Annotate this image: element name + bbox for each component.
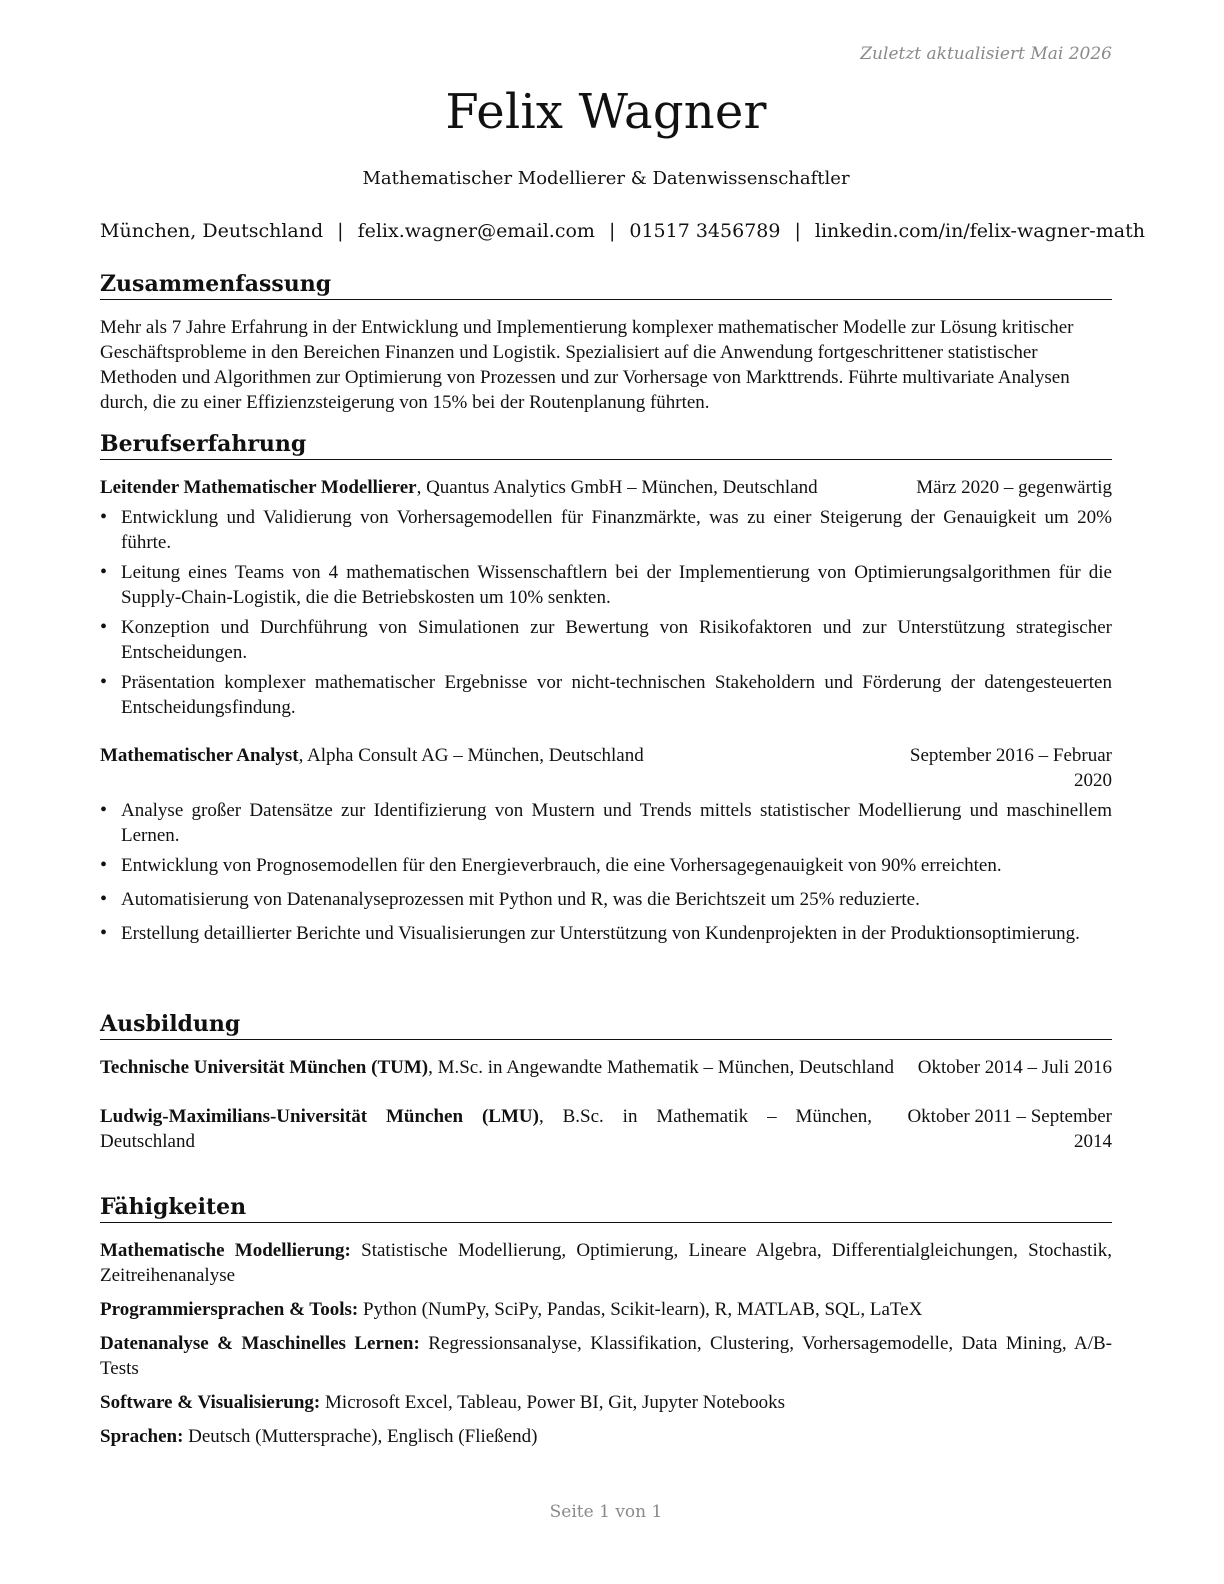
skill-value: Regressionsanalyse, Klassifikation, Clustering, Vorhersagemodelle, Data Mining, A/B-Tests [100,1333,1112,1379]
skills-section [100,1193,1112,1449]
contact-email[interactable]: felix.wagner@email.com [357,220,595,242]
page-number: Seite 1 von 1 [549,1502,663,1522]
job-role: Mathematischer Analyst [100,745,299,766]
job-dates: März 2020 – gegenwärtig [916,477,1112,498]
contact-linkedin[interactable]: linkedin.com/in/felix-wagner-math [814,220,1145,242]
education-degree: , M.Sc. in Angewandte Mathematik – München, Deutschland [428,1057,895,1078]
section-title-summary: Zusammenfassung [100,270,1112,300]
skill-row [100,1390,1112,1415]
job-entry [100,475,1112,720]
job-bullets [100,505,1112,720]
job-title: Mathematischer Modellierer & Datenwissenschaftler [362,168,850,189]
contact-separator: | [337,220,344,242]
job-header [100,475,1112,500]
education-entry [100,1055,1112,1080]
contact-line [100,220,1145,242]
list-item: • Präsentation komplexer mathematischer Ergebnisse vor nicht-technischen Stakeholdern und Förderung der datengesteuerten Entscheidungsfindung. [100,670,1112,720]
skill-label: Mathematische Modellierung: [100,1240,351,1261]
last-updated: Zuletzt aktualisiert Mai 2026 [860,44,1112,64]
job-company: , Quantus Analytics GmbH – München, Deutschland [416,477,818,498]
contact-phone: 01517 3456789 [629,220,781,242]
list-item: • Entwicklung von Prognosemodellen für den Energieverbrauch, die eine Vorhersagegenauigkeit von 90% erreichten. [100,853,1112,878]
education-section [100,1010,1112,1154]
job-dates: September 2016 – Februar 2020 [909,745,1112,791]
skill-value: Microsoft Excel, Tableau, Power BI, Git, Jupyter Notebooks [320,1392,786,1413]
education-dates: Oktober 2011 – September 2014 [907,1106,1112,1152]
list-item: • Entwicklung und Validierung von Vorhersagemodellen für Finanzmärkte, was zu einer Steigerung der Genauigkeit um 20% führte. [100,505,1112,555]
list-item: • Konzeption und Durchführung von Simulationen zur Bewertung von Risikofaktoren und zur Unterstützung strategischer Entscheidungen. [100,615,1112,665]
section-title-experience: Berufserfahrung [100,430,1112,460]
skill-label: Programmiersprachen & Tools: [100,1299,359,1320]
skill-value: Statistische Modellierung, Optimierung, Lineare Algebra, Differentialgleichungen, Stochastik, Zeitreihenanalyse [100,1240,1112,1286]
experience-section [100,430,1112,946]
education-entry [100,1104,1112,1154]
skill-value: Deutsch (Muttersprache), Englisch (Fließend) [183,1426,538,1447]
summary-text: Mehr als 7 Jahre Erfahrung in der Entwicklung und Implementierung komplexer mathematischer Modelle zur Lösung kritischer Geschäftsprobleme in den Bereichen Finanzen und Logistik. Spezialisiert auf die Anwendung fortgeschrittener statistischer Methoden und Algorithmen zur Optimierung von Prozessen und zur Vorhersage von Markttrends. Führte multivariate Analysen durch, die zu einer Effizienzsteigerung von 15% bei der Routenplanung führten. [100,317,1074,413]
skill-row [100,1331,1112,1381]
job-header [100,743,1112,793]
list-item: • Erstellung detaillierter Berichte und Visualisierungen zur Unterstützung von Kundenprojekten in der Produktionsoptimierung. [100,921,1112,946]
summary-section [100,270,1112,415]
education-degree: , B.Sc. in Mathematik – München, Deutschland [100,1106,873,1152]
section-title-education: Ausbildung [100,1010,1112,1040]
skill-row [100,1424,1112,1449]
skill-value: Python (NumPy, SciPy, Pandas, Scikit-learn), R, MATLAB, SQL, LaTeX [358,1299,923,1320]
skill-label: Sprachen: [100,1426,184,1447]
list-item: • Automatisierung von Datenanalyseprozessen mit Python und R, was die Berichtszeit um 25% reduzierte. [100,887,1112,912]
job-role: Leitender Mathematischer Modellierer [100,477,417,498]
job-company: , Alpha Consult AG – München, Deutschland [298,745,644,766]
education-school: Ludwig-Maximilians-Universität München (LMU) [100,1106,539,1127]
contact-separator: | [608,220,616,242]
list-item: • Analyse großer Datensätze zur Identifizierung von Mustern und Trends mittels statistischer Modellierung und maschinellem Lernen. [100,798,1112,848]
skill-label: Datenanalyse & Maschinelles Lernen: [100,1333,420,1354]
contact-separator: | [794,220,801,242]
contact-location: München, Deutschland [100,220,324,242]
resume-page [100,0,1145,1584]
job-entry [100,743,1112,946]
section-title-skills: Fähigkeiten [100,1193,1112,1223]
skill-label: Software & Visualisierung: [100,1392,321,1413]
skill-row [100,1238,1112,1288]
education-school: Technische Universität München (TUM) [100,1057,429,1078]
skill-row [100,1297,1112,1322]
person-name: Felix Wagner [445,84,767,140]
education-dates: Oktober 2014 – Juli 2016 [917,1057,1112,1078]
list-item: • Leitung eines Teams von 4 mathematischen Wissenschaftlern bei der Implementierung von Optimierungsalgorithmen für die Supply-Chain-Logistik, die die Betriebskosten um 10% senkten. [100,560,1112,610]
job-bullets [100,798,1112,946]
